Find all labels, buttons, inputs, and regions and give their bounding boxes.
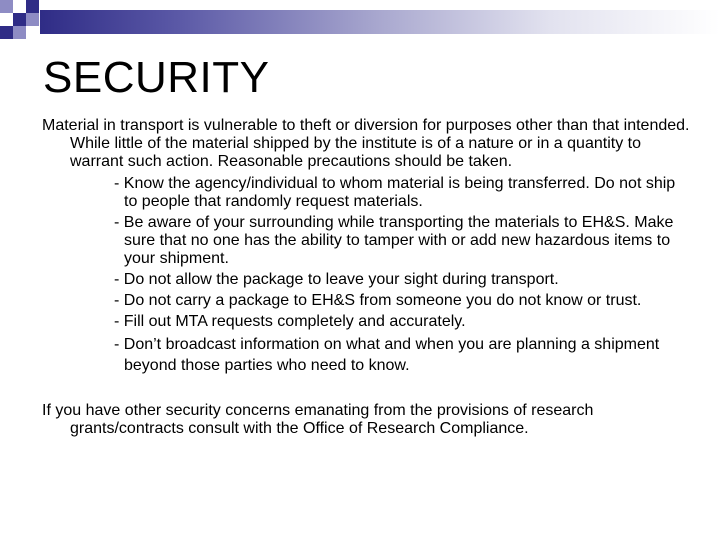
list-item: - Do not carry a package to EH&S from someone you do not know or trust. [114,292,642,309]
slide-title: SECURITY [43,53,270,102]
list-item: - Be aware of your surrounding while transporting the materials to EH&S. Make sure that no one has the ability to tamper with or add new hazardous items to your shipment. [114,214,674,267]
deco-square [13,26,26,39]
deco-square [13,13,26,26]
precautions-list [42,175,692,376]
header-gradient-band [40,10,720,34]
header-decoration [0,0,720,48]
deco-square [0,0,13,13]
deco-square [13,0,26,13]
deco-square [0,26,13,39]
deco-square [26,13,39,26]
deco-square [26,0,39,13]
list-item: - Know the agency/individual to whom material is being transferred. Do not ship to people that randomly request materials. [114,175,676,210]
closing-paragraph: If you have other security concerns emanating from the provisions of research grants/contracts consult with the Office of Research Compliance. [42,402,594,437]
slide-body [42,117,692,438]
list-item: - Don’t broadcast information on what and when you are planning a shipment beyond those parties who need to know. [114,336,660,374]
deco-square [0,13,13,26]
deco-square [26,26,39,39]
list-item: - Fill out MTA requests completely and accurately. [114,313,466,330]
list-item: - Do not allow the package to leave your sight during transport. [114,271,559,288]
intro-paragraph: Material in transport is vulnerable to theft or diversion for purposes other than that intended. While little of the material shipped by the institute is of a nature or in a quantity to warrant such action. Reasonable precautions should be taken. [42,117,690,170]
